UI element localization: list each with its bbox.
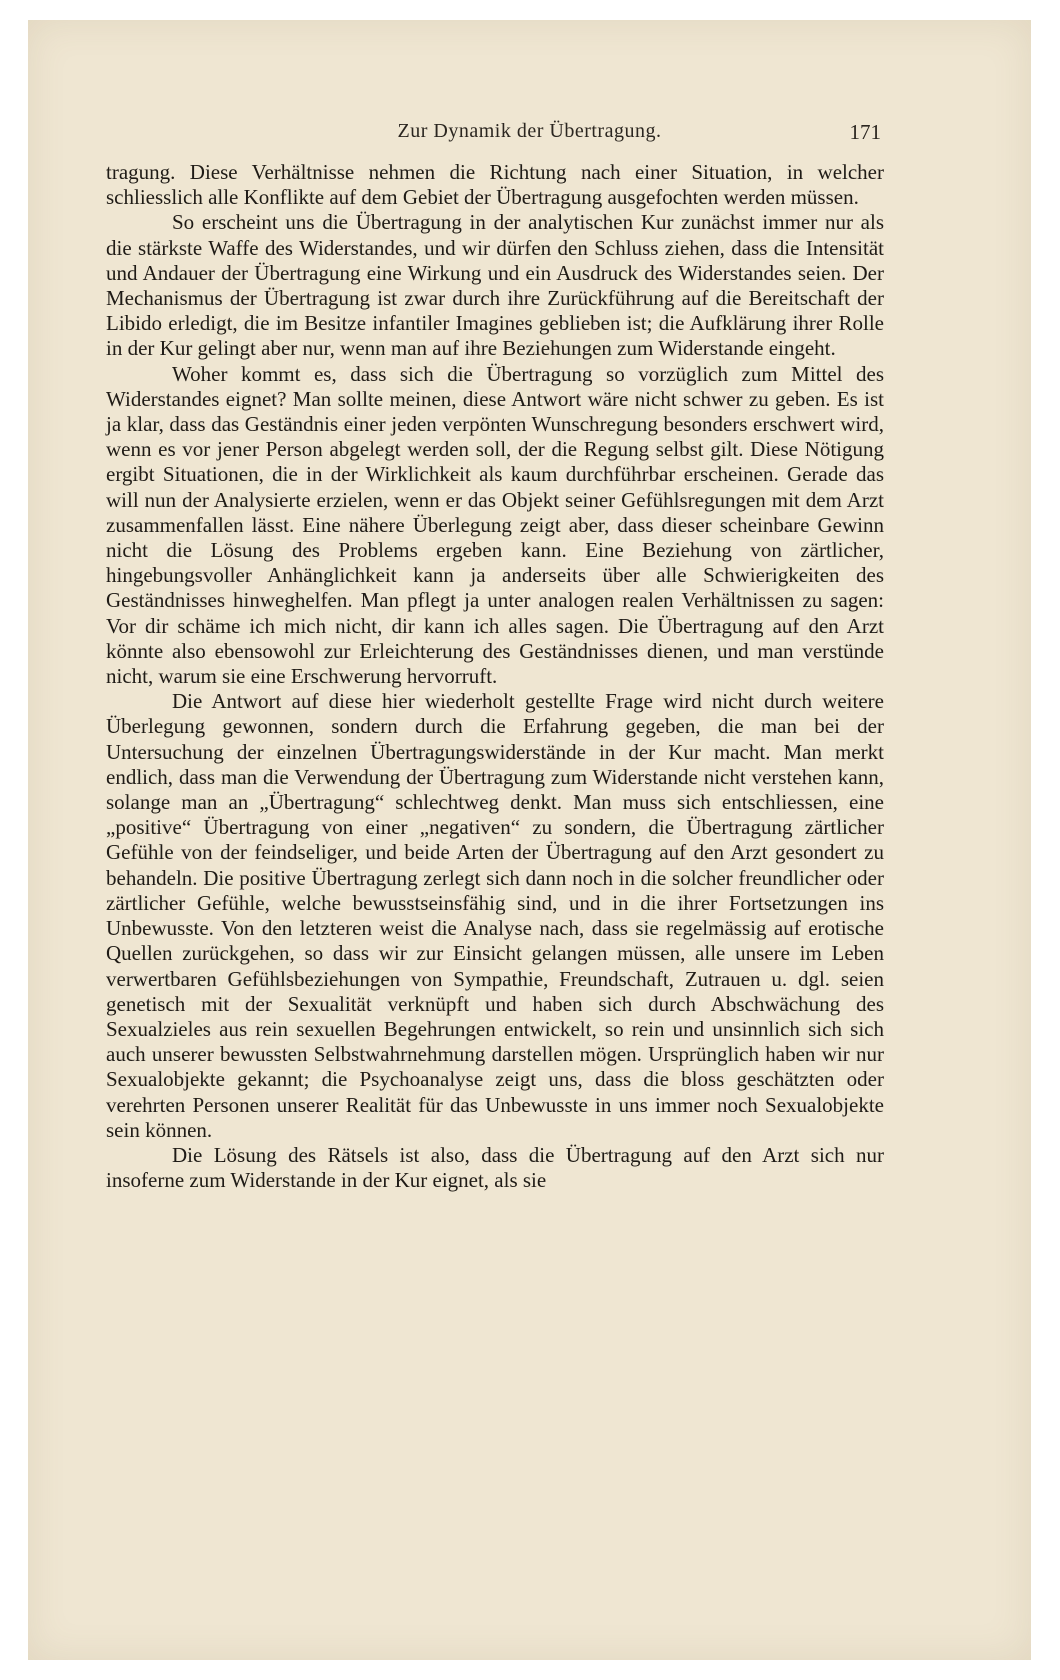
running-title: Zur Dynamik der Übertragung. — [397, 120, 662, 142]
body-text — [106, 160, 884, 1193]
paragraph: Die Lösung des Rätsels ist also, dass die Übertragung auf den Arzt sich nur insoferne zum Widerstande in der Kur eignet, als sie — [106, 1142, 884, 1193]
paragraph: Die Antwort auf diese hier wiederholt gestellte Frage wird nicht durch weitere Überlegung gewonnen, sondern durch die Erfahrung gegeben, die man bei der Untersuchung der einzelnen Übertragungswiderstände in der Kur macht. Man merkt endlich, dass man die Verwendung der Übertragung zum Widerstande nicht verstehen kann, solange man an „Übertragung“ schlechtweg denkt. Man muss sich entschliessen, eine „positive“ Übertragung von einer „negativen“ zu sondern, die Übertragung zärtlicher Gefühle von der feindseliger, und beide Arten der Übertragung auf den Arzt gesondert zu behandeln. Die positive Übertragung zerlegt sich dann noch in die solcher freundlicher oder zärtlicher Gefühle, welche bewusstseinsfähig sind, und in die ihrer Fortsetzungen ins Unbewusste. Von den letzteren weist die Analyse nach, dass sie regelmässig auf erotische Quellen zurückgehen, so dass wir zur Einsicht gelangen müssen, alle unsere im Leben verwertbaren Gefühlsbeziehungen von Sympathie, Freundschaft, Zutrauen u. dgl. seien genetisch mit der Sexualität verknüpft und haben sich durch Abschwächung des Sexualzieles aus rein sexuellen Begehrungen entwickelt, so rein und unsinnlich sich sich auch unserer bewussten Selbstwahrnehmung darstellen mögen. Ursprünglich haben wir nur Sexualobjekte gekannt; die Psychoanalyse zeigt uns, dass die bloss geschätzten oder verehrten Personen unserer Realität für das Unbewusste in uns immer noch Sexualobjekte sein können. — [106, 689, 884, 1142]
page-header — [28, 120, 1031, 150]
page-number: 171 — [849, 120, 881, 144]
paragraph: tragung. Diese Verhältnisse nehmen die Richtung nach einer Situation, in welcher schliesslich alle Konflikte auf dem Gebiet der Übertragung ausgefochten werden müssen. — [106, 160, 884, 210]
paragraph: So erscheint uns die Übertragung in der analytischen Kur zunächst immer nur als die stärkste Waffe des Widerstandes, und wir dürfen den Schluss ziehen, dass die Intensität und Andauer der Übertragung eine Wirkung und ein Ausdruck des Widerstandes seien. Der Mechanismus der Übertragung ist zwar durch ihre Zurückführung auf die Bereitschaft der Libido erledigt, die im Besitze infantiler Imagines geblieben ist; die Aufklärung ihrer Rolle in der Kur gelingt aber nur, wenn man auf ihre Beziehungen zum Widerstande eingeht. — [106, 210, 884, 361]
paragraph: Woher kommt es, dass sich die Übertragung so vorzüglich zum Mittel des Widerstandes eignet? Man sollte meinen, diese Antwort wäre nicht schwer zu geben. Es ist ja klar, dass das Geständnis einer jeden verpönten Wunschregung besonders erschwert wird, wenn es vor jener Person abgelegt werden soll, der die Regung selbst gilt. Diese Nötigung ergibt Situationen, die in der Wirklichkeit als kaum durchführbar erscheinen. Gerade das will nun der Analysierte erzielen, wenn er das Objekt seiner Gefühlsregungen mit dem Arzt zusammenfallen lässt. Eine nähere Überlegung zeigt aber, dass dieser scheinbare Gewinn nicht die Lösung des Problems ergeben kann. Eine Beziehung von zärtlicher, hingebungsvoller Anhänglichkeit kann ja anderseits über alle Schwierigkeiten des Geständnisses hinweghelfen. Man pflegt ja unter analogen realen Verhältnissen zu sagen: Vor dir schäme ich mich nicht, dir kann ich alles sagen. Die Übertragung auf den Arzt könnte also ebensowohl zur Erleichterung des Geständnisses dienen, und man verstünde nicht, warum sie eine Erschwerung hervorruft. — [106, 361, 884, 689]
book-page — [28, 20, 1031, 1660]
